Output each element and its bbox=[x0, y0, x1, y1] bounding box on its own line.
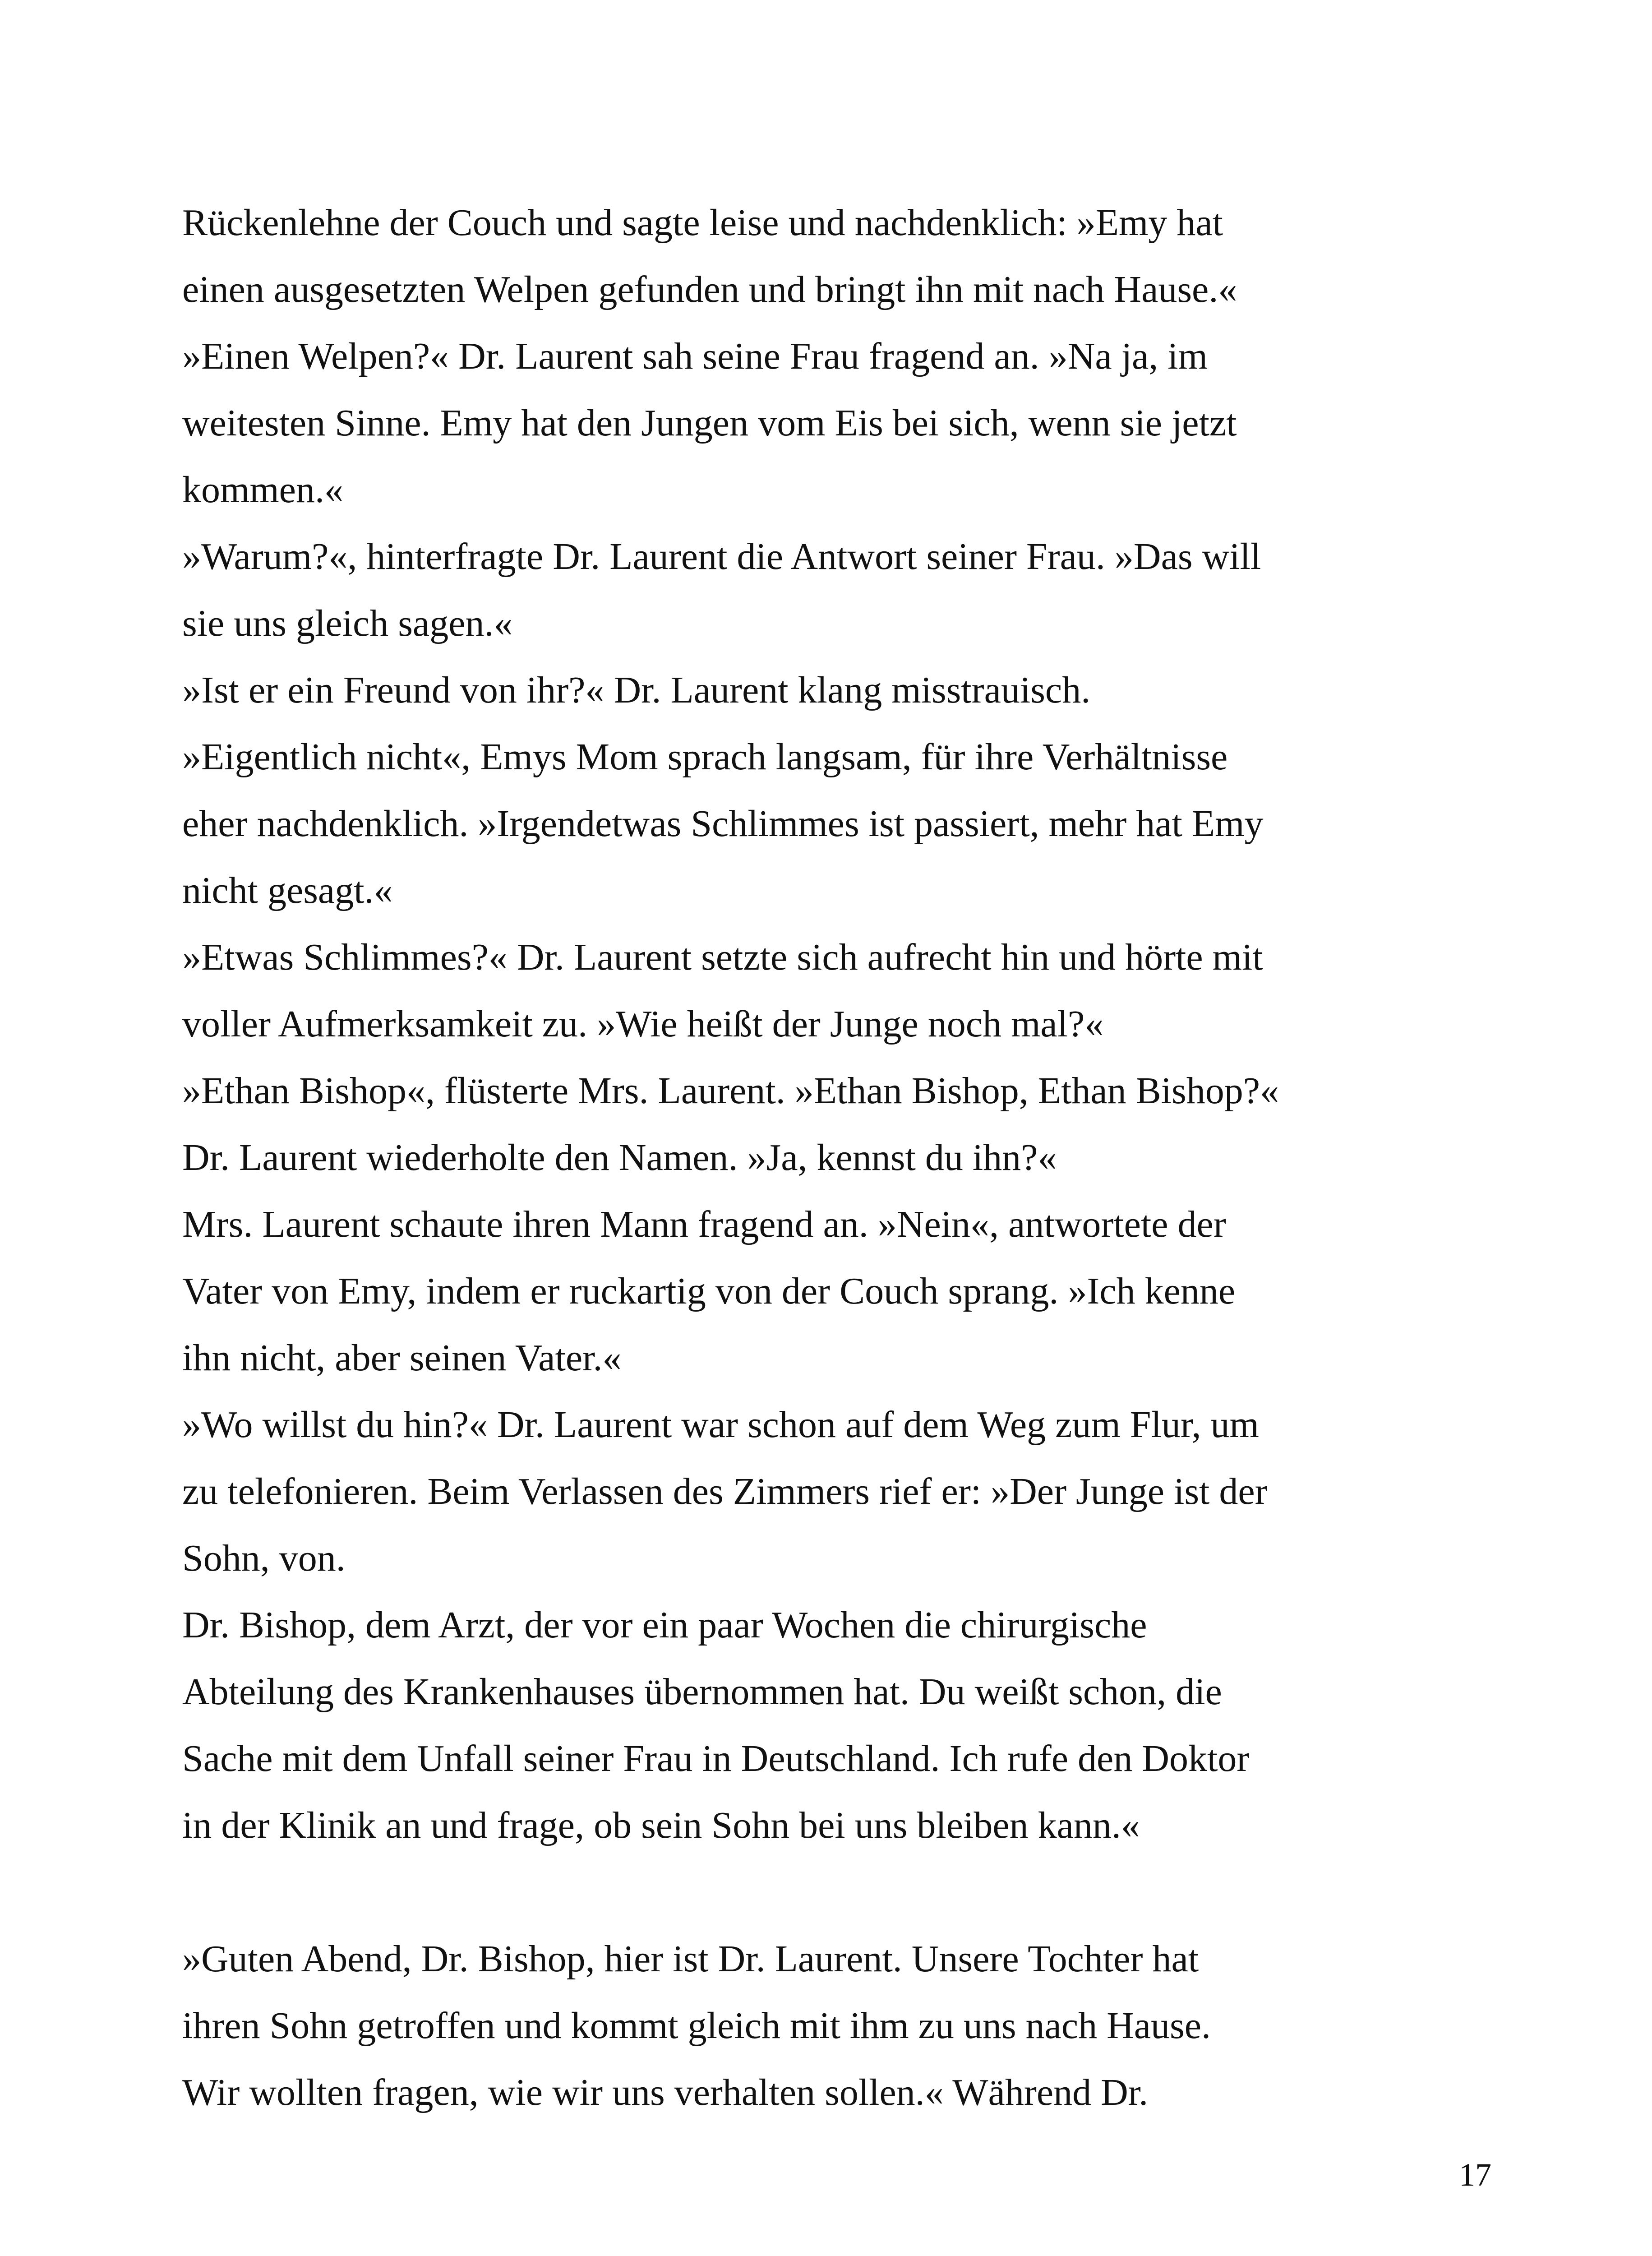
text-line: einen ausgesetzten Welpen gefunden und bringt ihn mit nach Hause.« bbox=[182, 268, 1237, 310]
text-line: »Guten Abend, Dr. Bishop, hier ist Dr. Laurent. Unsere Tochter hat bbox=[182, 1938, 1199, 1980]
text-line: Sohn, von. bbox=[182, 1537, 346, 1579]
text-line: voller Aufmerksamkeit zu. »Wie heißt der Junge noch mal?« bbox=[182, 1003, 1104, 1045]
body-text bbox=[182, 190, 1500, 2126]
text-line: Abteilung des Krankenhauses übernommen hat. Du weißt schon, die bbox=[182, 1671, 1222, 1713]
text-line: nicht gesagt.« bbox=[182, 869, 393, 911]
text-line: Sache mit dem Unfall seiner Frau in Deutschland. Ich rufe den Doktor bbox=[182, 1738, 1250, 1780]
text-line: Rückenlehne der Couch und sagte leise und nachdenklich: »Emy hat bbox=[182, 202, 1223, 244]
text-line: »Einen Welpen?« Dr. Laurent sah seine Frau fragend an. »Na ja, im bbox=[182, 335, 1208, 377]
text-line: »Wo willst du hin?« Dr. Laurent war schon auf dem Weg zum Flur, um bbox=[182, 1404, 1259, 1446]
page-number: 17 bbox=[1459, 2157, 1491, 2193]
text-line: »Etwas Schlimmes?« Dr. Laurent setzte sich aufrecht hin und hörte mit bbox=[182, 936, 1263, 978]
text-line: Wir wollten fragen, wie wir uns verhalten sollen.« Während Dr. bbox=[182, 2071, 1149, 2113]
text-line: ihn nicht, aber seinen Vater.« bbox=[182, 1337, 622, 1379]
text-line: weitesten Sinne. Emy hat den Jungen vom Eis bei sich, wenn sie jetzt bbox=[182, 402, 1237, 444]
text-line: zu telefonieren. Beim Verlassen des Zimmers rief er: »Der Junge ist der bbox=[182, 1470, 1268, 1512]
paragraph-gap bbox=[182, 1859, 1500, 1926]
text-line: »Eigentlich nicht«, Emys Mom sprach langsam, für ihre Verhältnisse bbox=[182, 736, 1228, 778]
text-line: eher nachdenklich. »Irgendetwas Schlimmes ist passiert, mehr hat Emy bbox=[182, 803, 1264, 845]
text-line: Dr. Laurent wiederholte den Namen. »Ja, kennst du ihn?« bbox=[182, 1137, 1057, 1179]
text-line: Vater von Emy, indem er ruckartig von der Couch sprang. »Ich kenne bbox=[182, 1270, 1236, 1312]
text-line: Mrs. Laurent schaute ihren Mann fragend an. »Nein«, antwortete der bbox=[182, 1203, 1226, 1245]
text-line: »Warum?«, hinterfragte Dr. Laurent die Antwort seiner Frau. »Das will bbox=[182, 536, 1261, 578]
text-line: Dr. Bishop, dem Arzt, der vor ein paar Wochen die chirurgische bbox=[182, 1604, 1147, 1646]
text-line: kommen.« bbox=[182, 469, 343, 511]
text-line: »Ist er ein Freund von ihr?« Dr. Laurent klang misstrauisch. bbox=[182, 669, 1091, 711]
text-line: sie uns gleich sagen.« bbox=[182, 602, 513, 644]
text-line: in der Klinik an und frage, ob sein Sohn bei uns bleiben kann.« bbox=[182, 1804, 1140, 1846]
text-line: »Ethan Bishop«, flüsterte Mrs. Laurent. »Ethan Bishop, Ethan Bishop?« bbox=[182, 1070, 1279, 1112]
text-line: ihren Sohn getroffen und kommt gleich mit ihm zu uns nach Hause. bbox=[182, 2005, 1211, 2047]
